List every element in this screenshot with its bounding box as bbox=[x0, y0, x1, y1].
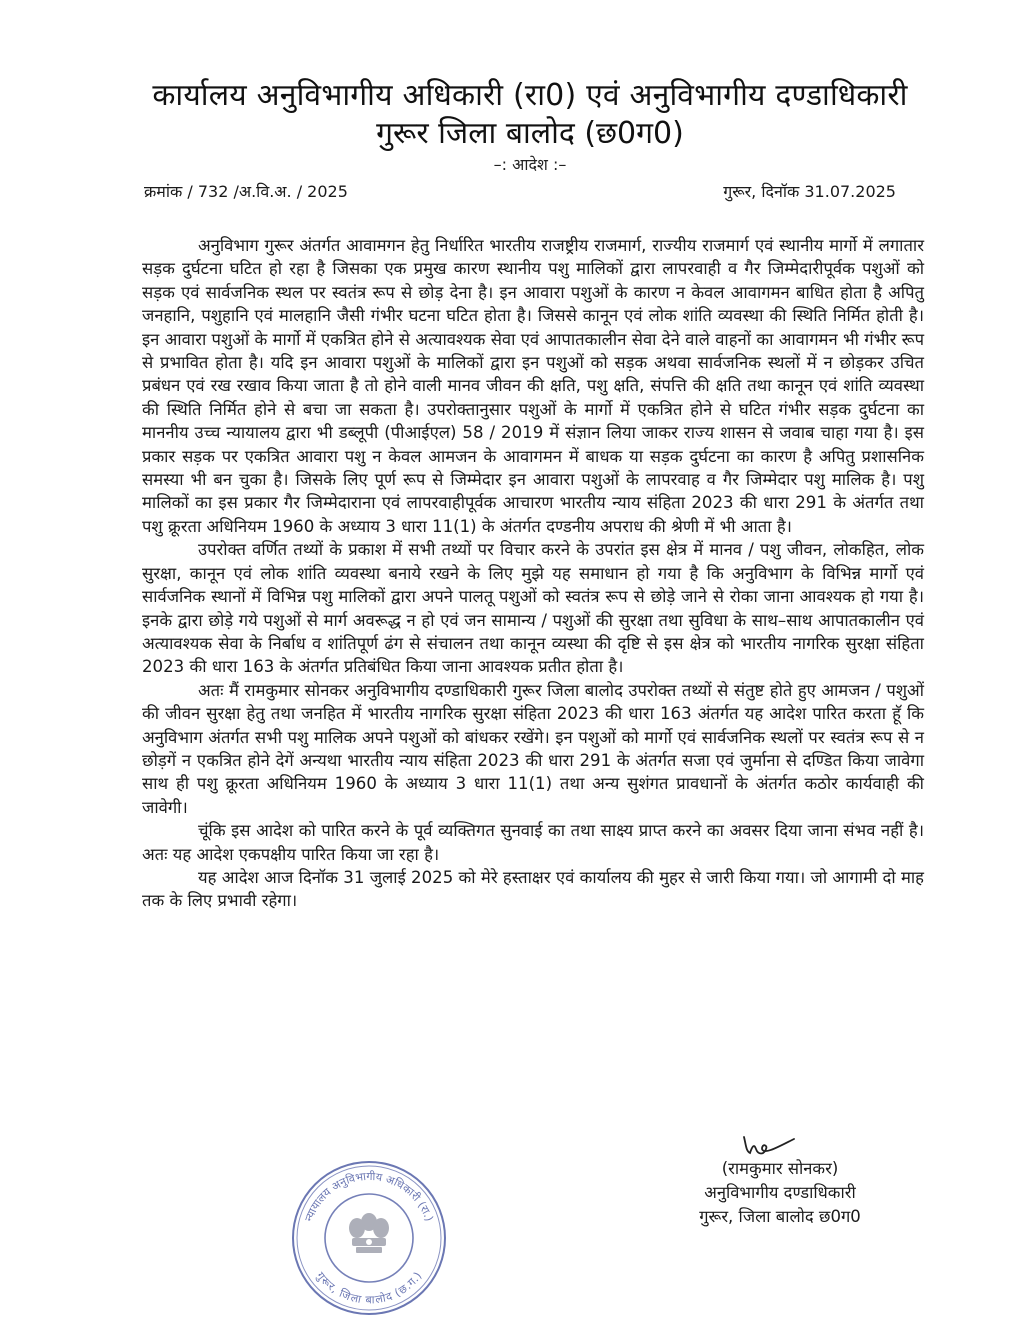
paragraph-ex-parte: चूंकि इस आदेश को पारित करने के पूर्व व्यक्तिगत सुनवाई का तथा साक्ष्य प्राप्त करने का अवसर दिया जाना संभव नहीं है। अतः यह आदेश एकपक्षीय पारित किया जा रहा है। bbox=[142, 821, 924, 864]
national-emblem-icon bbox=[349, 1213, 389, 1253]
signature-block bbox=[660, 1157, 900, 1229]
signatory-name: (रामकुमार सोनकर) bbox=[721, 1159, 839, 1178]
office-seal-stamp bbox=[284, 1150, 454, 1320]
stamp-top-text: न्यायालय अनुविभागीय अधिकारी (रा.) bbox=[302, 1169, 436, 1224]
paragraph-validity: यह आदेश आज दिनॉक 31 जुलाई 2025 को मेरे हस्ताक्षर एवं कार्यालय की मुहर से जारी किया गया। जो आगामी दो माह तक के लिए प्रभावी रहेगा। bbox=[142, 867, 924, 911]
order-title: –: आदेश :– bbox=[493, 155, 567, 174]
paragraph-background: अनुविभाग गुरूर अंतर्गत आवामगन हेतु निर्धारित भारतीय राजष्ट्रीय राजमार्ग, राज्यीय राजमार्ग एवं स्थानीय मार्गो में लगातार सड़क दुर्घटना घटित हो रहा है जिसका एक प्रमुख कारण स्थानीय पशु मालिकों द्वारा लापरवाही व गैर जिम्मेदारीपूर्वक पशुओं को सड़क एवं सार्वजनिक स्थल पर स्वतंत्र रूप से छोड़ देना है। इन आवारा पशुओं के कारण न केवल आवागमन बाधित होता है अपितु जनहानि, पशुहानि एवं मालहानि जैसी गंभीर घटना घटित होता है। जिससे कानून एवं लोक शांति व्यवस्था की स्थिति निर्मित होती है। इन आवारा पशुओं के मार्गो में एकत्रित होने से अत्यावश्यक सेवा एवं आपातकालीन सेवा देने वाले वाहनों का आवागमन भी गंभीर रूप से प्रभावित होता है। यदि इन आवारा पशुओं के मालिकों द्वारा इन पशुओं को सड़क अथवा सार्वजनिक स्थलों में न छोड़कर उचित प्रबंधन एवं रख रखाव किया जाता है तो होने वाली मानव जीवन की क्षति, पशु क्षति, संपत्ति की क्षति तथा कानून एवं शांति व्यवस्था की स्थिति निर्मित होने से बचा जा सकता है। उपरोक्तानुसार पशुओं के मार्गो में एकत्रित होने से घटित गंभीर सड़क दुर्घटना का माननीय उच्च न्यायालय द्वारा भी डब्लूपी (पीआईएल) 58 / 2019 में संज्ञान लिया जाकर राज्य शासन से जवाब चाहा गया है। इस प्रकार सड़क पर एकत्रित आवारा पशु न केवल आमजन के आवागमन में बाधक या सड़क दुर्घटना का कारण है अपितु प्रशासनिक समस्या भी बन चुका है। जिसके लिए पूर्ण रूप से जिम्मेदार इन आवारा पशुओं के लापरवाह व गैर जिम्मेदार पशु मालिक है। पशु मालिकों का इस प्रकार गैर जिम्मेदाराना एवं लापरवाहीपूर्वक आचारण भारतीय न्याय संहिता 2023 की धारा 291 के अंतर्गत तथा पशु क्रूरता अधिनियम 1960 के अध्याय 3 धारा 11(1) के अंतर्गत दण्डनीय अपराध की श्रेणी में भी आता है। bbox=[142, 236, 924, 536]
signatory-designation: अनुविभागीय दण्डाधिकारी bbox=[704, 1183, 856, 1202]
paragraph-justification: उपरोक्त वर्णित तथ्यों के प्रकाश में सभी तथ्यों पर विचार करने के उपरांत इस क्षेत्र में मानव / पशु जीवन, लोकहित, लोक सुरक्षा, कानून एवं लोक शांति व्यवस्था बनाये रखने के लिए मुझे यह समाधान हो गया है कि अनुविभाग के विभिन्न मार्गो एवं सार्वजनिक स्थानों में विभिन्न पशु मालिकों द्वारा अपने पालतू पशुओं को स्वतंत्र रूप से छोड़े जाने से रोका जाना आवश्यक हो गया है। इनके द्वारा छोड़े गये पशुओं से मार्ग अवरूद्ध न हो एवं जन सामान्य / पशुओं की सुरक्षा तथा सुविधा के साथ–साथ आपातकालीन एवं अत्यावश्यक सेवा के निर्बाध व शांतिपूर्ण ढंग से संचालन तथा कानून व्यस्था की दृष्टि से इस क्षेत्र को भारतीय नागरिक सुरक्षा संहिता 2023 की धारा 163 के अंतर्गत प्रतिबंधित किया जाना आवश्यक प्रतीत होता है। bbox=[142, 540, 924, 677]
office-heading-line1: कार्यालय अनुविभागीय अधिकारी (रा0) एवं अनुविभागीय दण्डाधिकारी bbox=[152, 78, 908, 113]
place-and-date: गुरूर, दिनॉक 31.07.2025 bbox=[723, 182, 896, 201]
signatory-location: गुरूर, जिला बालोद छ0ग0 bbox=[699, 1207, 861, 1226]
order-body bbox=[142, 234, 924, 913]
office-heading-line2: गुरूर जिला बालोद (छ0ग0) bbox=[376, 116, 684, 151]
paragraph-order: अतः मैं रामकुमार सोनकर अनुविभागीय दण्डाधिकारी गुरूर जिला बालोद उपरोक्त तथ्यों से संतुष्ट होते हुए आमजन / पशुओं की जीवन सुरक्षा हेतु तथा जनहित में भारतीय नागरिक सुरक्षा संहिता 2023 की धारा 163 अंतर्गत यह आदेश पारित करता हूॅ कि अनुविभाग अंतर्गत सभी पशु मालिक अपने पशुओं को बांधकर रखेंगे। इन पशुओं को मार्गो एवं सार्वजनिक स्थलों पर स्वतंत्र रूप से न छोड़गें न एकत्रित होने देगें अन्यथा भारतीय न्याय संहिता 2023 की धारा 291 के अंतर्गत सजा एवं जुर्माना से दण्डित किया जावेगा साथ ही पशु क्रूरता अधिनियम 1960 के अध्याय 3 धारा 11(1) तथा अन्य सुशंगत प्रावधानों के अंतर्गत कठोर कार्यवाही की जावेगी। bbox=[142, 680, 924, 817]
reference-number: क्रमांक / 732 /अ.वि.अ. / 2025 bbox=[144, 182, 348, 201]
stamp-bottom-text: गुरूर, जिला बालोद (छ.ग.) bbox=[313, 1269, 425, 1307]
